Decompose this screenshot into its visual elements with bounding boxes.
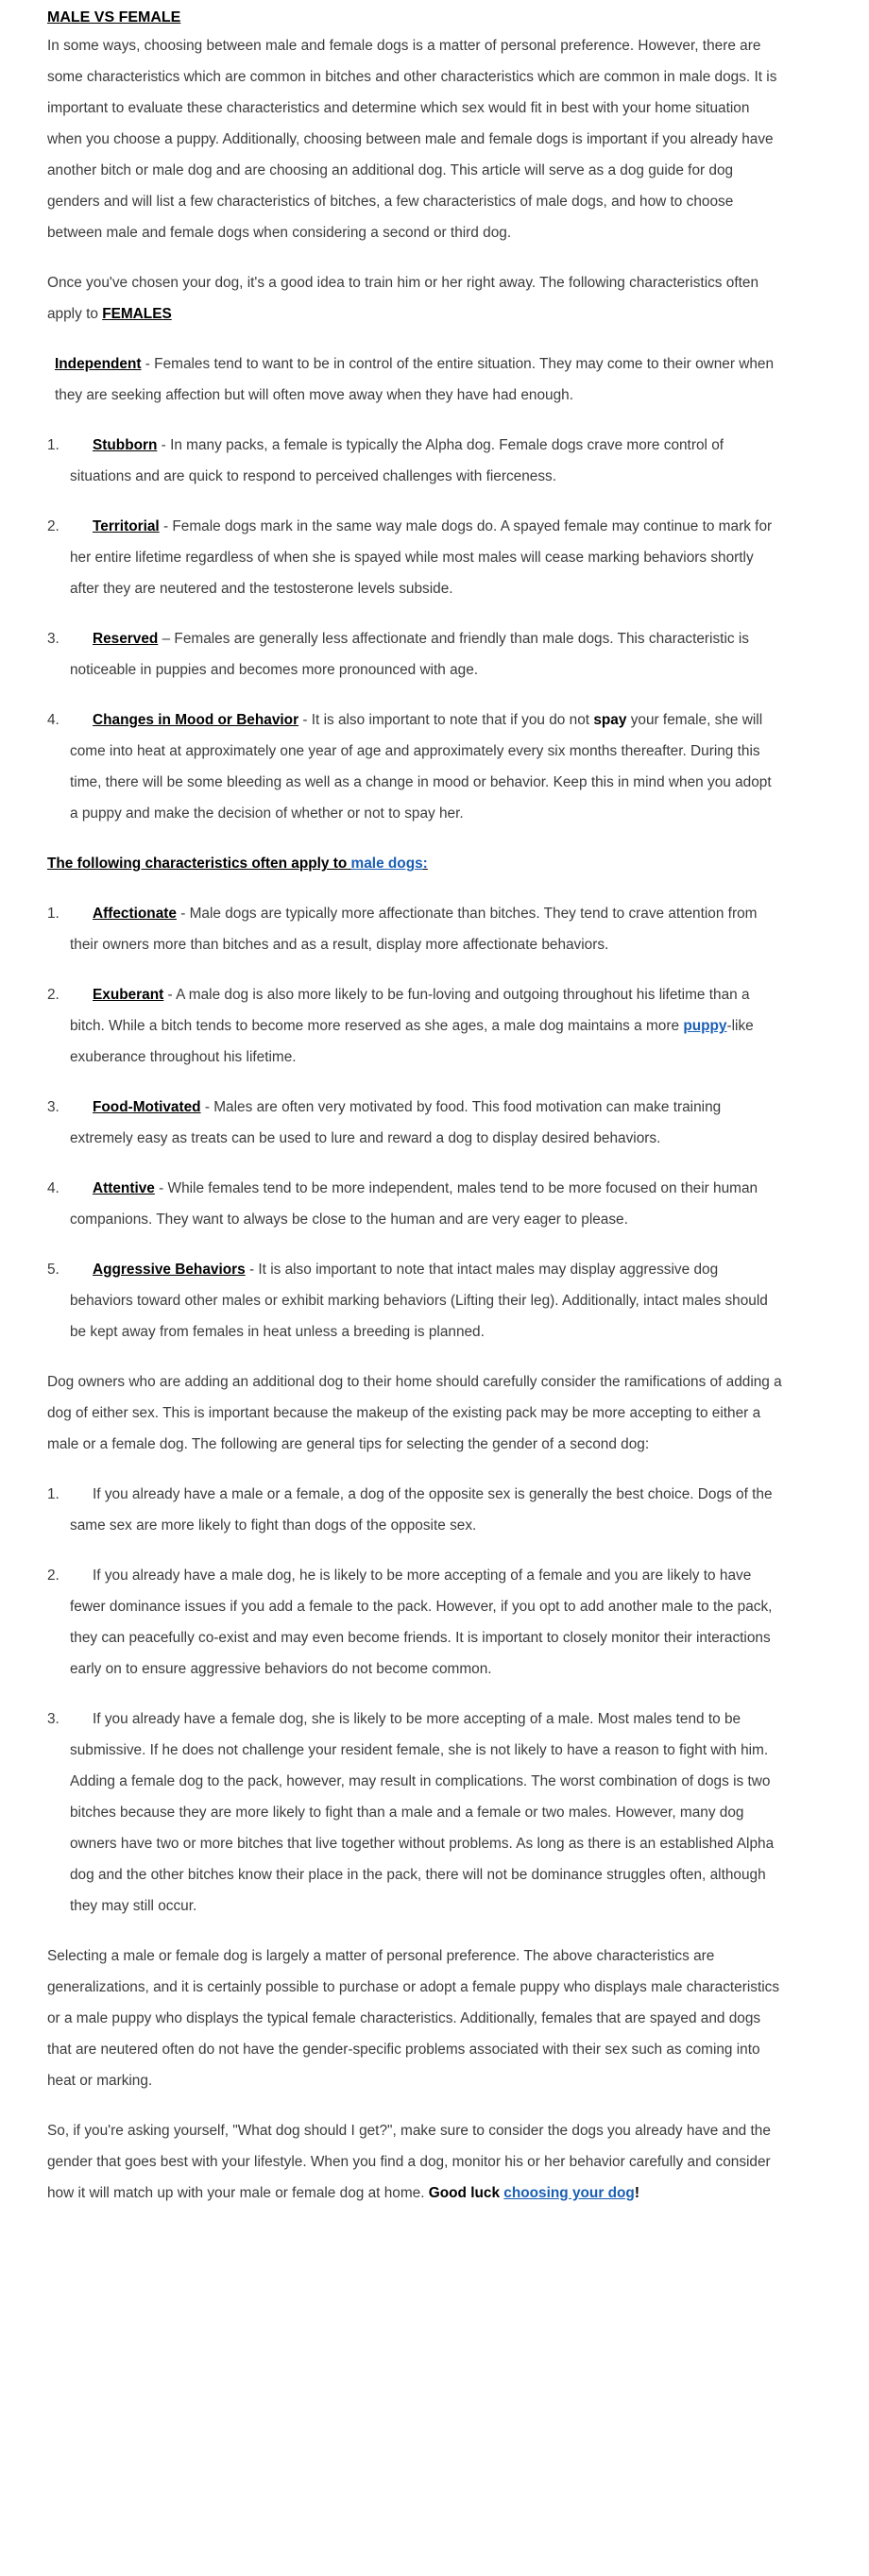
male-traits-list [47,898,782,1347]
selecting-paragraph: Selecting a male or female dog is largely a matter of personal preference. The above characteristics are generalizations, and it is certainly possible to purchase or adopt a female puppy who displays male characteristics or a male puppy who displays the typical female characteristics. Additionally, females that are spayed and dogs that are neutered often do not have the gender-specific problems associated with their sex such as coming into heat or marking. [47,1948,780,2089]
male-dogs-link[interactable]: male dogs [350,856,423,872]
list-item [47,1173,782,1235]
closing-exclamation: ! [634,2185,639,2201]
trait-term: Food-Motivated [93,1099,201,1115]
trait-term: Attentive [93,1180,155,1196]
trait-term: Affectionate [93,906,177,922]
train-text: Once you've chosen your dog, it's a good idea to train him or her right away. The following characteristics often apply to [47,275,759,322]
list-number: 2. [47,518,60,534]
list-number: 1. [47,1486,60,1502]
independent-paragraph [55,348,782,411]
list-number: 1. [47,906,60,922]
trait-text: - Male dogs are typically more affectionate than bitches. They tend to crave attention from their owners more than bitches and as a result, display more affectionate behaviors. [70,906,758,953]
female-traits-list [47,430,782,829]
trait-term: Territorial [93,518,160,534]
trait-term: Aggressive Behaviors [93,1262,246,1278]
list-item [47,1479,782,1541]
trait-term: Exuberant [93,987,164,1003]
trait-text: - In many packs, a female is typically the Alpha dog. Female dogs crave more control of situations and are quick to respond to perceived challenges with fierceness. [70,437,724,484]
list-item [47,1254,782,1347]
list-number: 3. [47,631,60,647]
list-item [47,979,782,1073]
closing-text: So, if you're asking yourself, "What dog should I get?", make sure to consider the dogs you already have and the gender that goes best with your lifestyle. When you find a dog, monitor his or her behavior carefully and consider how it will match up with your male or female dog at home. [47,2123,771,2201]
list-item [47,430,782,492]
list-number: 3. [47,1711,60,1727]
independent-text: - Females tend to want to be in control of the entire situation. They may come to their owner when they are seeking affection but will often move away when they have had enough. [55,356,775,403]
trait-text: - It is also important to note that if you do not [298,712,594,728]
list-number: 2. [47,1568,60,1584]
male-heading-text: The following characteristics often apply to [47,856,351,872]
trait-term: Reserved [93,631,159,647]
male-heading-colon: : [422,856,428,872]
train-paragraph [47,267,782,330]
closing-paragraph [47,2115,782,2209]
trait-text-continued: -like exuberance throughout his lifetime. [70,1018,754,1065]
list-number: 5. [47,1262,60,1278]
article-title: MALE VS FEMALE [47,9,181,25]
list-number: 2. [47,987,60,1003]
list-number: 3. [47,1099,60,1115]
trait-text: - It is also important to note that intact males may display aggressive dog behaviors toward other males or exhibit marking behaviors (Lifting their leg). Additionally, intact males should be kept away from females in heat unless a breeding is planned. [70,1262,768,1340]
females-label: FEMALES [102,306,172,322]
list-number: 4. [47,1180,60,1196]
trait-text-continued: your female, she will come into heat at approximately one year of age and approximately every six months thereafter. During this time, there will be some bleeding as well as a change in mood or behavior. Keep this in mind when you adopt a puppy and make the decision of whether or not to spay her. [70,712,772,822]
list-number: 4. [47,712,60,728]
trait-term: Changes in Mood or Behavior [93,712,299,728]
list-item [47,704,782,829]
trait-text: – Females are generally less affectionate and friendly than male dogs. This characteristic is noticeable in puppies and becomes more pronounced with age. [70,631,749,678]
trait-text: - Female dogs mark in the same way male dogs do. A spayed female may continue to mark for her entire lifetime regardless of when she is spayed while most males will cease marking behaviors shortly after they are neutered and the testosterone levels subside. [70,518,773,597]
list-number: 1. [47,437,60,453]
additional-dog-paragraph: Dog owners who are adding an additional dog to their home should carefully consider the ramifications of adding a dog of either sex. This is important because the makeup of the existing pack may be more accepting to either a male or a female dog. The following are general tips for selecting the gender of a second dog: [47,1374,782,1452]
tip-text: If you already have a male or a female, a dog of the opposite sex is generally the best choice. Dogs of the same sex are more likely to fight than dogs of the opposite sex. [70,1486,773,1534]
trait-text: - While females tend to be more independent, males tend to be more focused on their human companions. They want to always be close to the human and are very eager to please. [70,1180,758,1228]
trait-term: Stubborn [93,437,158,453]
trait-text: - A male dog is also more likely to be fun-loving and outgoing throughout his lifetime than a bitch. While a bitch tends to become more reserved as she ages, a male dog maintains a more [70,987,750,1034]
choosing-your-dog-link[interactable]: choosing your dog [503,2185,635,2201]
puppy-link[interactable]: puppy [683,1018,727,1034]
spay-word: spay [593,712,627,728]
tip-text: If you already have a male dog, he is likely to be more accepting of a female and you are likely to have fewer dominance issues if you add a female to the pack. However, if you opt to add another male to the pack, they can peacefully co-exist and may even become friends. It is important to closely monitor their interactions early on to ensure aggressive behaviors do not become common. [70,1568,773,1677]
list-item [47,898,782,960]
list-item [47,1560,782,1685]
trait-text: - Males are often very motivated by food. This food motivation can make training extremely easy as treats can be used to lure and reward a dog to display desired behaviors. [70,1099,722,1146]
good-luck-text: Good luck [428,2185,504,2201]
list-item [47,511,782,604]
intro-paragraph: In some ways, choosing between male and female dogs is a matter of personal preference. However, there are some characteristics which are common in bitches and other characteristics which are common in male dogs. It is important to evaluate these characteristics and determine which sex would fit in best with your home situation when you choose a puppy. Additionally, choosing between male and female dogs is important if you already have another bitch or male dog and are choosing an additional dog. This article will serve as a dog guide for dog genders and will list a few characteristics of bitches, a few characteristics of male dogs, and how to choose between male and female dogs when considering a second or third dog. [47,38,777,241]
list-item [47,1703,782,1922]
tips-list [47,1479,782,1922]
independent-term: Independent [55,356,142,372]
list-item [47,623,782,686]
list-item [47,1092,782,1154]
tip-text: If you already have a female dog, she is likely to be more accepting of a male. Most males tend to be submissive. If he does not challenge your resident female, she is not likely to have a reason to fight with him. Adding a female dog to the pack, however, may result in complications. The worst combination of dogs is two bitches because they are more likely to fight than a male and a female or two males. However, many dog owners have two or more bitches that live together without problems. As long as there is an established Alpha dog and the other bitches know their place in the pack, there will not be dominance struggles often, although they may still occur. [70,1711,775,1914]
male-section-heading [47,848,782,879]
